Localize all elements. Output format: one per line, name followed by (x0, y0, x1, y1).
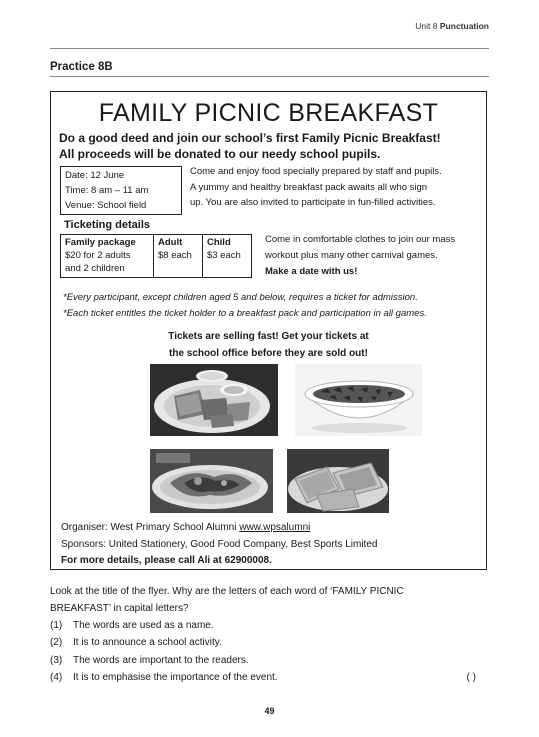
answer-bracket[interactable]: ( ) (466, 671, 476, 683)
selling-notice (51, 328, 486, 362)
description-line: A yummy and healthy breakfast pack awaits all who sign (190, 181, 428, 193)
question-line: Look at the title of the flyer. Why are the letters of each word of ‘FAMILY PICNIC (50, 586, 404, 597)
ticket-notes (63, 290, 483, 321)
question-stem (50, 583, 490, 617)
activity-description (265, 232, 485, 280)
selling-line: the school office before they are sold out! (169, 348, 368, 359)
note-line: *Each ticket entitles the ticket holder to a breakfast pack and participation in all games. (63, 307, 427, 319)
family-package-price: $20 for 2 adults (65, 250, 131, 261)
family-package-cell (61, 235, 154, 278)
photo-pastry-plate (150, 364, 278, 436)
intro-line: Do a good deed and join our school’s first Family Picnic Breakfast! (59, 131, 441, 145)
child-label: Child (207, 237, 231, 248)
option-3 (50, 652, 490, 669)
cereal-bowl-image (295, 364, 422, 436)
option-number: (4) (50, 671, 63, 683)
note-line: *Every participant, except children aged 5 and below, requires a ticket for admission. (63, 292, 418, 303)
event-description (190, 164, 482, 211)
answer-options (50, 617, 490, 686)
adult-cell (154, 235, 203, 278)
page-number: 49 (264, 706, 275, 716)
unit-label: Unit 8 (415, 21, 438, 31)
family-package-price: and 2 children (65, 263, 125, 274)
sandwiches-image (287, 449, 389, 513)
family-package-label: Family package (65, 237, 136, 248)
event-venue: Venue: School field (65, 200, 147, 211)
selling-line: Tickets are selling fast! Get your tickets at (168, 331, 369, 342)
option-4 (50, 669, 490, 686)
flyer-title: FAMILY PICNIC BREAKFAST (98, 99, 439, 127)
sponsors-line: Sponsors: United Stationery, Good Food Company, Best Sports Limited (61, 538, 378, 550)
flyer-footer (61, 520, 377, 570)
adult-price: $8 each (158, 250, 192, 261)
running-header (415, 21, 489, 31)
contact-line: For more details, please call Ali at 62900008. (61, 555, 272, 566)
fried-food-image (150, 449, 273, 513)
option-1 (50, 617, 490, 634)
option-number: (1) (50, 620, 63, 631)
adult-label: Adult (158, 237, 183, 248)
table-row (61, 235, 252, 278)
option-text: It is to emphasise the importance of the event. (73, 671, 278, 683)
event-info-box (60, 166, 182, 215)
description-line: up. You are also invited to participate in fun-filled activities. (190, 197, 436, 208)
description-line: workout plus many other carnival games. (265, 250, 438, 261)
flyer (50, 91, 487, 570)
intro-line: All proceeds will be donated to our needy school pupils. (59, 147, 381, 161)
event-date: Date: 12 June (65, 170, 125, 181)
question-line: BREAKFAST’ in capital letters? (50, 603, 189, 614)
option-2 (50, 634, 490, 651)
ticketing-heading: Ticketing details (64, 219, 150, 231)
description-line: Come and enjoy food specially prepared by staff and pupils. (190, 166, 442, 177)
option-text: The words are important to the readers. (73, 654, 249, 666)
ticketing-table (60, 234, 252, 278)
organiser-line (61, 520, 377, 537)
organiser-website-link[interactable]: www.wpsalumni (239, 522, 311, 533)
child-cell (203, 235, 252, 278)
option-number: (2) (50, 637, 63, 649)
child-price: $3 each (207, 250, 241, 261)
option-text: The words are used as a name. (73, 620, 214, 631)
unit-topic: Punctuation (439, 21, 489, 31)
practice-rule (50, 76, 489, 77)
photo-sandwiches (287, 449, 389, 513)
photo-cereal-bowl (295, 364, 422, 436)
option-text: It is to announce a school activity. (73, 637, 222, 649)
description-line: Make a date with us! (265, 266, 358, 277)
header-rule (50, 48, 489, 49)
option-number: (3) (50, 654, 63, 666)
practice-title: Practice 8B (50, 61, 113, 73)
description-line: Come in comfortable clothes to join our mass (265, 234, 456, 245)
photo-fried-food-plate (150, 449, 273, 513)
event-time: Time: 8 am – 11 am (65, 185, 149, 196)
flyer-intro (59, 130, 479, 162)
pastry-plate-image (150, 364, 278, 436)
organiser-label: Organiser: West Primary School Alumni (61, 522, 237, 533)
